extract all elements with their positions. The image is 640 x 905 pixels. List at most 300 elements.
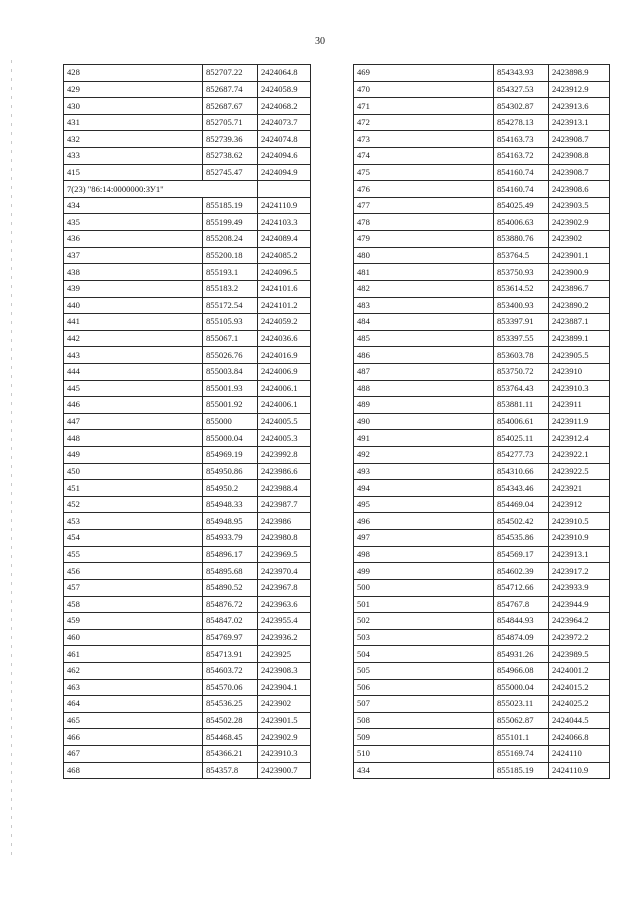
coordinate-x: 854163.72 <box>494 148 549 165</box>
point-number: 449 <box>64 447 203 464</box>
table-row <box>64 380 311 397</box>
coordinate-x: 853750.72 <box>494 363 549 380</box>
point-number: 454 <box>64 530 203 547</box>
point-number: 485 <box>354 330 494 347</box>
coordinate-y: 2423913.1 <box>549 546 610 563</box>
point-number: 460 <box>64 629 203 646</box>
coordinate-x: 852739.36 <box>203 131 258 148</box>
table-row <box>64 729 311 746</box>
coordinate-x: 854160.74 <box>494 164 549 181</box>
table-row <box>354 280 610 297</box>
point-number: 461 <box>64 646 203 663</box>
coordinate-x: 854366.21 <box>203 745 258 762</box>
point-number: 465 <box>64 712 203 729</box>
coordinate-x: 854603.72 <box>203 662 258 679</box>
coordinate-y <box>258 181 311 198</box>
coordinate-x: 854969.19 <box>203 447 258 464</box>
coordinate-y: 2424005.3 <box>258 430 311 447</box>
point-number: 493 <box>354 463 494 480</box>
table-row <box>354 546 610 563</box>
point-number: 486 <box>354 347 494 364</box>
point-number: 467 <box>64 745 203 762</box>
point-number: 494 <box>354 480 494 497</box>
table-row <box>64 530 311 547</box>
coordinate-y: 2424068.2 <box>258 98 311 115</box>
coordinate-x: 855200.18 <box>203 247 258 264</box>
coordinate-x: 854896.17 <box>203 546 258 563</box>
point-number: 499 <box>354 563 494 580</box>
coordinate-y: 2424096.5 <box>258 264 311 281</box>
coordinate-x: 855185.19 <box>494 762 549 779</box>
point-number: 492 <box>354 447 494 464</box>
table-row <box>64 397 311 414</box>
table-row <box>64 81 311 98</box>
point-number: 472 <box>354 114 494 131</box>
coordinate-y: 2423969.5 <box>258 546 311 563</box>
table-row <box>354 712 610 729</box>
point-number: 447 <box>64 413 203 430</box>
coordinate-x: 854876.72 <box>203 596 258 613</box>
coordinate-y: 2424058.9 <box>258 81 311 98</box>
point-number: 443 <box>64 347 203 364</box>
table-body <box>354 65 610 779</box>
table-row <box>354 480 610 497</box>
table-row <box>64 65 311 82</box>
table-row <box>354 231 610 248</box>
point-number: 480 <box>354 247 494 264</box>
coordinate-y: 2423908.7 <box>549 131 610 148</box>
coordinate-x: 855199.49 <box>203 214 258 231</box>
coordinate-y: 2424110 <box>549 745 610 762</box>
coordinate-y: 2423913.6 <box>549 98 610 115</box>
point-number: 496 <box>354 513 494 530</box>
coordinate-x: 853764.43 <box>494 380 549 397</box>
coordinate-x: 855003.84 <box>203 363 258 380</box>
coordinate-x: 854469.04 <box>494 496 549 513</box>
coordinate-y: 2423986.6 <box>258 463 311 480</box>
coordinate-x: 854502.28 <box>203 712 258 729</box>
point-number: 497 <box>354 530 494 547</box>
coordinate-y: 2424089.4 <box>258 231 311 248</box>
coordinate-x: 855105.93 <box>203 314 258 331</box>
coordinate-x: 855000 <box>203 413 258 430</box>
table-row <box>354 81 610 98</box>
coordinate-y: 2424059.2 <box>258 314 311 331</box>
point-number: 429 <box>64 81 203 98</box>
coordinate-x: 852687.67 <box>203 98 258 115</box>
point-number: 474 <box>354 148 494 165</box>
coordinate-y: 2423901.5 <box>258 712 311 729</box>
coordinate-y: 2423912.9 <box>549 81 610 98</box>
coordinate-y: 2423988.4 <box>258 480 311 497</box>
coordinate-y: 2424110.9 <box>258 197 311 214</box>
coordinate-x: 854327.53 <box>494 81 549 98</box>
point-number: 482 <box>354 280 494 297</box>
point-number: 462 <box>64 662 203 679</box>
coordinate-y: 2423899.1 <box>549 330 610 347</box>
coordinate-x: 854569.17 <box>494 546 549 563</box>
table-row <box>64 131 311 148</box>
coordinate-x: 854895.68 <box>203 563 258 580</box>
coordinate-y: 2423896.7 <box>549 280 610 297</box>
coordinate-x: 854948.33 <box>203 496 258 513</box>
coordinate-y: 2424016.9 <box>258 347 311 364</box>
point-number: 444 <box>64 363 203 380</box>
table-row <box>64 280 311 297</box>
point-number: 487 <box>354 363 494 380</box>
point-number: 468 <box>64 762 203 779</box>
table-row <box>64 447 311 464</box>
coordinate-y: 2423910.5 <box>549 513 610 530</box>
point-number: 457 <box>64 579 203 596</box>
coordinate-x: 854948.95 <box>203 513 258 530</box>
point-number: 432 <box>64 131 203 148</box>
coordinate-y: 2423913.1 <box>549 114 610 131</box>
page-number: 30 <box>315 36 325 47</box>
coordinates-table-left <box>63 64 311 779</box>
coordinate-y: 2423902.9 <box>549 214 610 231</box>
table-row <box>354 745 610 762</box>
coordinate-x: 853400.93 <box>494 297 549 314</box>
coordinate-y: 2424064.8 <box>258 65 311 82</box>
point-number: 433 <box>64 148 203 165</box>
table-row <box>64 546 311 563</box>
coordinate-y: 2424073.7 <box>258 114 311 131</box>
point-number: 452 <box>64 496 203 513</box>
coordinate-x: 854343.93 <box>494 65 549 82</box>
coordinate-y: 2424005.5 <box>258 413 311 430</box>
table-row <box>354 696 610 713</box>
table-row <box>354 413 610 430</box>
table-row <box>64 347 311 364</box>
coordinate-y: 2423902 <box>549 231 610 248</box>
coordinate-x: 852707.22 <box>203 65 258 82</box>
coordinate-x: 854502.42 <box>494 513 549 530</box>
table-row <box>354 347 610 364</box>
point-number: 466 <box>64 729 203 746</box>
table-row <box>64 646 311 663</box>
point-group-label: 7(23) "86:14:0000000:ЗУ1" <box>64 181 258 198</box>
coordinate-x: 854163.73 <box>494 131 549 148</box>
table-row <box>64 762 311 779</box>
coordinate-y: 2423911.9 <box>549 413 610 430</box>
table-row <box>64 496 311 513</box>
table-row <box>354 430 610 447</box>
coordinate-y: 2423992.8 <box>258 447 311 464</box>
table-row <box>64 231 311 248</box>
coordinate-x: 854713.91 <box>203 646 258 663</box>
coordinate-y: 2424094.9 <box>258 164 311 181</box>
point-number: 502 <box>354 613 494 630</box>
coordinate-y: 2423898.9 <box>549 65 610 82</box>
table-row <box>64 114 311 131</box>
coordinate-x: 855001.92 <box>203 397 258 414</box>
coordinate-x: 854570.06 <box>203 679 258 696</box>
point-number: 479 <box>354 231 494 248</box>
point-number: 440 <box>64 297 203 314</box>
coordinate-x: 852705.71 <box>203 114 258 131</box>
coordinate-y: 2424001.2 <box>549 662 610 679</box>
table-row <box>64 662 311 679</box>
coordinate-y: 2424085.2 <box>258 247 311 264</box>
coordinate-y: 2423910 <box>549 363 610 380</box>
point-number: 456 <box>64 563 203 580</box>
point-number: 453 <box>64 513 203 530</box>
coordinate-x: 854890.52 <box>203 579 258 596</box>
coordinate-y: 2423910.3 <box>258 745 311 762</box>
table-row <box>354 563 610 580</box>
coordinate-y: 2423933.9 <box>549 579 610 596</box>
coordinate-y: 2423922.1 <box>549 447 610 464</box>
coordinate-x: 855172.54 <box>203 297 258 314</box>
coordinate-x: 853881.11 <box>494 397 549 414</box>
table-row <box>64 330 311 347</box>
table-row <box>64 314 311 331</box>
point-number: 477 <box>354 197 494 214</box>
coordinate-y: 2423955.4 <box>258 613 311 630</box>
coordinate-y: 2423902.9 <box>258 729 311 746</box>
coordinates-table-right <box>353 64 610 779</box>
table-row <box>64 264 311 281</box>
point-number: 478 <box>354 214 494 231</box>
table-row <box>64 463 311 480</box>
point-number: 448 <box>64 430 203 447</box>
table-row <box>354 264 610 281</box>
coordinate-x: 853397.91 <box>494 314 549 331</box>
table-row <box>354 646 610 663</box>
table-row <box>64 197 311 214</box>
table-row <box>354 65 610 82</box>
coordinate-x: 855183.2 <box>203 280 258 297</box>
table-row <box>64 712 311 729</box>
point-number: 446 <box>64 397 203 414</box>
point-number: 470 <box>354 81 494 98</box>
table-row <box>64 413 311 430</box>
point-number: 451 <box>64 480 203 497</box>
coordinate-x: 854343.46 <box>494 480 549 497</box>
point-number: 442 <box>64 330 203 347</box>
coordinate-y: 2423987.7 <box>258 496 311 513</box>
coordinate-y: 2423910.3 <box>549 380 610 397</box>
point-number: 505 <box>354 662 494 679</box>
coordinate-x: 855062.87 <box>494 712 549 729</box>
point-number: 436 <box>64 231 203 248</box>
table-row <box>354 496 610 513</box>
coordinate-x: 854950.86 <box>203 463 258 480</box>
table-row <box>64 247 311 264</box>
point-number: 455 <box>64 546 203 563</box>
coordinate-x: 854357.8 <box>203 762 258 779</box>
coordinate-x: 854025.49 <box>494 197 549 214</box>
coordinate-y: 2424015.2 <box>549 679 610 696</box>
point-number: 503 <box>354 629 494 646</box>
table-row <box>354 530 610 547</box>
table-row <box>354 148 610 165</box>
table-row <box>354 197 610 214</box>
coordinate-x: 853603.78 <box>494 347 549 364</box>
point-number: 459 <box>64 613 203 630</box>
coordinate-x: 855169.74 <box>494 745 549 762</box>
coordinate-y: 2423905.5 <box>549 347 610 364</box>
coordinate-x: 855026.76 <box>203 347 258 364</box>
coordinate-x: 854847.02 <box>203 613 258 630</box>
point-number: 438 <box>64 264 203 281</box>
point-number: 450 <box>64 463 203 480</box>
point-number: 508 <box>354 712 494 729</box>
coordinate-x: 854712.66 <box>494 579 549 596</box>
table-row <box>354 397 610 414</box>
table-row <box>354 181 610 198</box>
coordinate-y: 2424094.6 <box>258 148 311 165</box>
coordinate-y: 2423963.6 <box>258 596 311 613</box>
coordinate-y: 2423972.2 <box>549 629 610 646</box>
coordinate-y: 2423890.2 <box>549 297 610 314</box>
coordinate-y: 2423887.1 <box>549 314 610 331</box>
coordinate-x: 854844.93 <box>494 613 549 630</box>
table-row <box>354 729 610 746</box>
coordinate-y: 2423917.2 <box>549 563 610 580</box>
coordinate-y: 2423901.1 <box>549 247 610 264</box>
coordinate-x: 854931.26 <box>494 646 549 663</box>
table-row <box>64 214 311 231</box>
coordinate-x: 852738.62 <box>203 148 258 165</box>
table-row <box>354 679 610 696</box>
coordinate-y: 2424066.8 <box>549 729 610 746</box>
point-number: 476 <box>354 181 494 198</box>
table-row <box>354 330 610 347</box>
coordinate-y: 2423908.6 <box>549 181 610 198</box>
coordinate-x: 853750.93 <box>494 264 549 281</box>
coordinate-x: 854950.2 <box>203 480 258 497</box>
coordinate-x: 854933.79 <box>203 530 258 547</box>
coordinate-y: 2424044.5 <box>549 712 610 729</box>
table-row <box>64 164 311 181</box>
coordinate-y: 2423922.5 <box>549 463 610 480</box>
coordinate-x: 854535.86 <box>494 530 549 547</box>
coordinate-x: 855101.1 <box>494 729 549 746</box>
coordinate-x: 854006.61 <box>494 413 549 430</box>
table-body <box>64 65 311 779</box>
table-row <box>64 596 311 613</box>
table-row <box>354 297 610 314</box>
coordinate-y: 2423989.5 <box>549 646 610 663</box>
point-number: 430 <box>64 98 203 115</box>
coordinate-y: 2423970.4 <box>258 563 311 580</box>
table-row <box>354 447 610 464</box>
table-row <box>354 247 610 264</box>
coordinate-y: 2423944.9 <box>549 596 610 613</box>
coordinate-x: 855023.11 <box>494 696 549 713</box>
table-row <box>64 745 311 762</box>
coordinate-y: 2423986 <box>258 513 311 530</box>
table-row <box>354 613 610 630</box>
point-number: 501 <box>354 596 494 613</box>
point-number: 495 <box>354 496 494 513</box>
coordinate-x: 853764.5 <box>494 247 549 264</box>
table-row <box>64 629 311 646</box>
table-row <box>354 164 610 181</box>
coordinate-x: 854302.87 <box>494 98 549 115</box>
coordinate-y: 2424101.6 <box>258 280 311 297</box>
coordinate-x: 854006.63 <box>494 214 549 231</box>
coordinate-x: 854767.8 <box>494 596 549 613</box>
table-row <box>64 579 311 596</box>
coordinate-x: 854277.73 <box>494 447 549 464</box>
point-number: 471 <box>354 98 494 115</box>
coordinate-x: 854874.09 <box>494 629 549 646</box>
table-row <box>354 380 610 397</box>
coordinate-x: 854769.97 <box>203 629 258 646</box>
coordinate-y: 2423912 <box>549 496 610 513</box>
point-number: 445 <box>64 380 203 397</box>
table-row <box>64 363 311 380</box>
coordinate-x: 854966.08 <box>494 662 549 679</box>
coordinate-y: 2423908.8 <box>549 148 610 165</box>
table-row <box>354 596 610 613</box>
point-number: 428 <box>64 65 203 82</box>
table-row <box>64 98 311 115</box>
coordinate-x: 855001.93 <box>203 380 258 397</box>
coordinate-y: 2423902 <box>258 696 311 713</box>
coordinate-y: 2423900.9 <box>549 264 610 281</box>
coordinate-x: 854536.25 <box>203 696 258 713</box>
coordinate-y: 2423980.8 <box>258 530 311 547</box>
table-row <box>64 513 311 530</box>
coordinate-y: 2424074.8 <box>258 131 311 148</box>
point-number: 415 <box>64 164 203 181</box>
point-number: 441 <box>64 314 203 331</box>
coordinate-y: 2423921 <box>549 480 610 497</box>
coordinate-y: 2424101.2 <box>258 297 311 314</box>
coordinate-x: 852687.74 <box>203 81 258 98</box>
point-number: 488 <box>354 380 494 397</box>
point-number: 510 <box>354 745 494 762</box>
coordinate-x: 855067.1 <box>203 330 258 347</box>
coordinate-y: 2424110.9 <box>549 762 610 779</box>
table-row <box>64 679 311 696</box>
point-number: 473 <box>354 131 494 148</box>
table-row <box>354 214 610 231</box>
point-number: 483 <box>354 297 494 314</box>
table-row <box>64 148 311 165</box>
table-row <box>354 131 610 148</box>
table-row <box>354 314 610 331</box>
coordinate-x: 855000.04 <box>494 679 549 696</box>
coordinate-y: 2423936.2 <box>258 629 311 646</box>
point-number: 475 <box>354 164 494 181</box>
coordinate-y: 2424025.2 <box>549 696 610 713</box>
table-row <box>64 613 311 630</box>
coordinate-y: 2424006.1 <box>258 380 311 397</box>
table-row <box>354 114 610 131</box>
table-row <box>354 363 610 380</box>
coordinate-y: 2423908.7 <box>549 164 610 181</box>
point-number: 507 <box>354 696 494 713</box>
table-row <box>64 480 311 497</box>
coordinate-y: 2423900.7 <box>258 762 311 779</box>
point-number: 437 <box>64 247 203 264</box>
coordinate-x: 854602.39 <box>494 563 549 580</box>
table-row <box>354 762 610 779</box>
point-number: 439 <box>64 280 203 297</box>
point-number: 489 <box>354 397 494 414</box>
coordinate-y: 2423910.9 <box>549 530 610 547</box>
point-number: 434 <box>354 762 494 779</box>
point-number: 484 <box>354 314 494 331</box>
coordinate-x: 852745.47 <box>203 164 258 181</box>
table-row <box>354 579 610 596</box>
table-row <box>64 563 311 580</box>
